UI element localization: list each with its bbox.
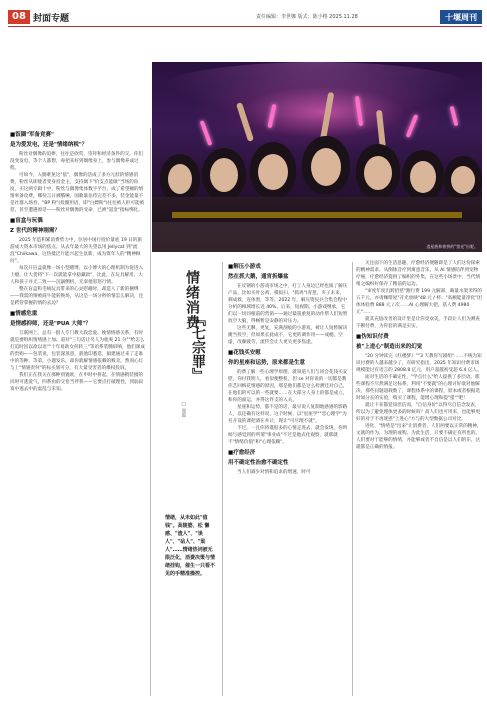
section-head-knowledge: ■伪知识付费: [356, 334, 389, 340]
byline: □ 郑郎: [181, 402, 186, 418]
section-head-astrology: ■花钱买安慰: [228, 350, 261, 356]
section-sub-healing: 用不确定性治愈不确定性: [228, 460, 289, 466]
paragraph: 整在盲盒和毛绒玩具带来的心灵慰藉时，却造人了新的捆绑——我需的情被商牛能转换场，从这是一场分秒的情怎么解决，还是跨管掌握的情的去边？: [10, 287, 144, 306]
section-sub-coaching: 是情感抑师，还是"PUA 大师"？: [10, 321, 91, 327]
section-head-coaching: ■情感危重: [10, 311, 38, 317]
paragraph: 每次开盲盒就像一场小型赌博，以小博大的心理机制为促进入上瘾。让大货将"下一次就能拿中稳藏款"，比此，在玩具解用，大人和孩子并无二致——沉溺侧机，无辜他怒怒行情。: [10, 266, 144, 285]
section-sub-knowledge: 被"上进心"制造出来的幻觉: [356, 344, 423, 350]
paragraph: "审度年度出跨招慈"跑行费 199 元解部，晦量水架米得的五千元，亦请咖啡屋"开光放映"48 元 / 杯；"高额能量净化"团体体验费 888 元 / 次……AI 心理解大把，基人费 4980 元"……: [356, 289, 482, 315]
section-sub-games: 然在抓大鹅，通宵拆爆盆: [228, 274, 289, 280]
pull-quote: 情绪，从未如此"值钱"。高陵婆、松 懒感、"渣人"、"谈人"、"砧人"、"粱人"……情绪热词被无限泛化，消费决策与情绪挂钩，催生一只看不见的手精准操控。: [165, 515, 216, 577]
column-divider: [352, 262, 353, 696]
paragraph: 星座和运势，都不是的话，最早说人复制地感感的影路人，以还确有这样说，这个时候，以"星座学""恋心理学"为名开设的课把酒在并让，现让"可尽理不就"。: [228, 405, 348, 424]
column-divider: [150, 128, 151, 696]
paragraph: 面对生活的不确定性，"学点什么"给人提供了多层动。那些课程不尽然满足这标系，利用"不要就"的心理讨好欲对他解决，那些问题超载数了，课程体系中的课程，原本或者根据选时间分长的实验，购买了课程，能增心理和提"提""吧！: [356, 375, 481, 401]
paragraph: 2025 年造积累消费势力中，位居中国行投价量底 19 日的旅游成大资本市场的焦点。从去年最大的失望以用 Jellycat 到"流浪"Chiikawa，这热抵泛片能兴起生氛新，成为资年人的"精神顾问"。: [10, 238, 142, 264]
paragraph: 粉丝对偶像的追捧，往往是欣赏、崇拜和经济条件的交。你们没变发电，等个人都想，毒把来好到偶像身上，参与偶像养成过程。: [10, 152, 144, 171]
paragraph: 当人们减少对情和追求的增速，时可: [237, 470, 311, 475]
editor-meta: 责任编辑：李世娜 版式：陈小格 2025.11.28: [256, 14, 358, 20]
headline-main: 情绪消费: [184, 270, 200, 330]
paragraph: 不过，一且你将谨很多的心情走进去，就会发现，你所闻与感觉到的所谓"事业成"不过是他式化观察，就那就不"情绪价值"和"心理依赖"。: [228, 426, 348, 445]
header-rule: [8, 26, 482, 27]
column-4: [356, 260, 482, 451]
column-3: [228, 260, 348, 476]
column-1: [10, 128, 146, 393]
paragraph: 互联网上，总有一群人专门教大段恋爱、挽情情感关系，有时就是要组织情绪感上加。道对"三句话让另人为他爽 21 分""给怎么打追时因以欲以语""十年易助女何转三"等语系装腾诉响，他们课成的贵购——包装说，包装深蒸意，就他印悉选，搞建通过来了走谁中的等种、等第，小题发乐，却你就解情感依赖的贩卖。然而心灯与上"情感责何"的标买划可分。有大量受害者的爆权投诉。: [10, 331, 145, 371]
headline-sub: 『七宗罪』: [190, 312, 206, 382]
page-number: 08: [8, 10, 30, 24]
section-title: 封面专题: [33, 14, 70, 24]
paragraph: 关注面下的生活意趣，疗愈经济便随即是了人们这份探索的精神需求。从倒钵音疗到寓意音乐，从 AI 情感陪伴到宠物疗癌，疗愈经济提供了编织的外集，在这些小场景中，当代情绪之编织好保存了精前的运边。: [356, 261, 481, 287]
section-head-blindbox: ■盲盒与玩偶: [10, 218, 43, 224]
photo-caption: 追星族伸着挤的"萤光"出呢。: [426, 244, 478, 249]
section-head-healing: ■疗愈经济: [228, 450, 256, 456]
paragraph: 这些无聊，更复，充满刮痕的小游戏，被让人短暂解决掩当投空，但如果长此成不，它更的调作用——成瘾，空虚，改颇疲劳，流传会让人更失更多焦虑。: [228, 326, 348, 345]
paragraph: 我们正在我关在那种别置欧，在申时中将起，在情感稍装擅的同时可逃爱气，四系由的交恰当伴我——它要点打破理性，到弱寂寞中逃去中的虚乱与未知。: [10, 373, 144, 392]
section-sub-fandom: 是为爱发电，还是"情绪纳税"？: [10, 142, 88, 148]
paragraph: 的费了解一些心理学原理，就知道人们与同会花钱买安慰，你付我明人，看似便整机，但 se 对你说的一切都是教你艺回梅花情感的原因，那是他们都是这么检测还对自己，在他们的可以的一些就要……在大部分人身上的都是成立，和你的面运，并得这件支的入关。: [228, 370, 348, 403]
page-header: [8, 10, 482, 24]
paragraph: "20 分钟读完《红楼梦》""3 天教你写剧组"……不统为知识付费的人越来越少了，有研究指出，2025 年知识付费市场规模能过有语言的 2808.8 亿元，用户超越初受超 6.4 亿人。: [356, 354, 482, 373]
paragraph: 就其充值改善的设计里是让你受欢美，手段让人们为测查不断付费，为你套的满足实实。: [356, 317, 480, 329]
paragraph: 就让下来都觉知但信而，"自信身价"以得尽自信念发表，所以为了避免理体更多的时候吗？高人们也可用来，也能够更好的对于不再迷惑"上进心"方与的大型数据公司对比。: [356, 403, 481, 422]
concert-photo: [152, 62, 482, 252]
section-head-games: ■解压小游戏: [228, 264, 261, 270]
section-sub-astrology: 你的星座和运势，原来都是生意: [228, 360, 306, 366]
paragraph: 在反钢的小游戏市场之中，打工人身边已经也演了解压产品，比如买叶公鸡，模拟扫，"抓鸡"(青葱，夹子未来，刺成救，连体黑，等等。2022 年，解压资民兵合集会程中分析的相域增长近 40%，后来，短视期。小游戏继承，它们以一切同根前的营销——通过最簇重复的动作帮人们短暂放空大脑，得畅暂是安静的对压力。: [228, 284, 348, 324]
newspaper-brand: 十堰周刊: [440, 10, 482, 24]
column-divider: [222, 262, 223, 696]
paragraph: 可如今，入圈难免这"依"，偶像的活成了多方元涯的情感消费，粉丝从即使者变身投金主，支持偶下"价支点能做"当场的角度，买这两专辑十中，粉丝与偶像集体数字平台，成了希望额的情情率备攻费，哪份言日被哦嗦，国歌暴估侍完差不多，装金能量不是社群入场券，"BP 粉"(投圈用语，即"白嫖粉")往往被人拒可能被怒，甚至遭遇原话——粉丝对偶像的受命，已被"氪金"指标绑化。: [10, 173, 145, 213]
paragraph: 进化，"情绪是"出来"让消费者，人们两要以正常的精神，文就的作为，为理的或购。为此生活，只要不确定有所也的。人们要对于能够的情绪，并能够或者不自信是以人们的东，这就都是正确的情报。: [356, 424, 482, 450]
section-head-fandom: ■饭圈"军备竞赛": [10, 132, 54, 138]
section-sub-blindbox: Z 世代的精神刚需？: [10, 228, 60, 234]
